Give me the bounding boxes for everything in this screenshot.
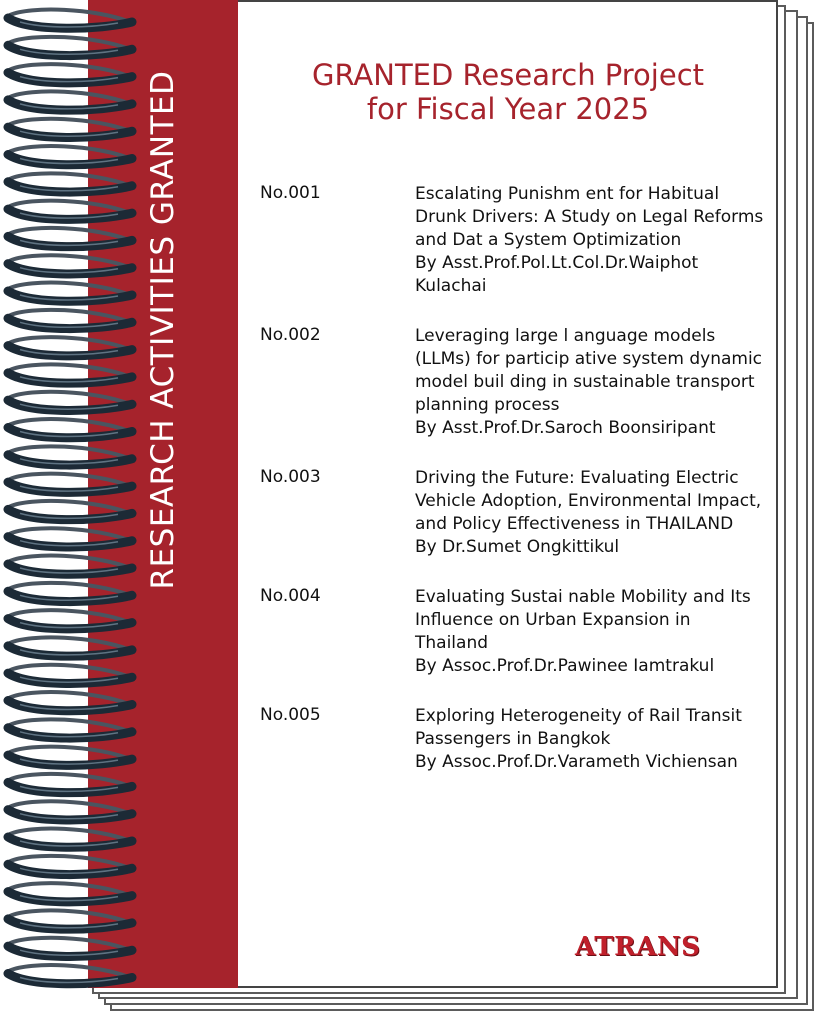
coil-back xyxy=(10,637,130,649)
coil-back xyxy=(10,856,130,868)
coil-back xyxy=(10,310,130,322)
coil-back xyxy=(10,801,130,813)
list-item xyxy=(260,183,770,298)
list-item xyxy=(260,325,770,440)
coil-back xyxy=(10,10,130,22)
coil-back xyxy=(10,556,130,568)
coil-back xyxy=(10,665,130,677)
coil-back xyxy=(10,501,130,513)
title-line-1: GRANTED Research Project xyxy=(311,58,705,92)
project-number: No.002 xyxy=(260,325,321,345)
coil-back xyxy=(10,364,130,376)
coil-back xyxy=(10,774,130,786)
project-number: No.005 xyxy=(260,705,321,725)
project-author: By Dr.Sumet Ongkittikul xyxy=(415,537,620,557)
coil-back xyxy=(10,610,130,622)
coil-back xyxy=(10,446,130,458)
coil-back xyxy=(10,419,130,431)
project-author: By Assoc.Prof.Dr.Pawinee Iamtrakul xyxy=(415,656,715,676)
list-item xyxy=(260,467,770,559)
project-number: No.004 xyxy=(260,586,321,606)
project-author: By Assoc.Prof.Dr.Varameth Vichiensan xyxy=(415,752,738,772)
list-item xyxy=(260,586,770,678)
coil-back xyxy=(10,910,130,922)
coil-back xyxy=(10,719,130,731)
list-item xyxy=(260,705,770,774)
title-line-2: for Fiscal Year 2025 xyxy=(366,92,650,126)
coil-back xyxy=(10,392,130,404)
coil-back xyxy=(10,883,130,895)
spiral-binding xyxy=(0,0,150,1015)
coil-back xyxy=(10,528,130,540)
project-number: No.003 xyxy=(260,467,321,487)
coil-back xyxy=(10,173,130,185)
project-title: Driving the Future: Evaluating Electric Vehicle Adoption, Environmental Impact, and Policy Effectiveness in THAILAND xyxy=(415,468,762,534)
project-author: By Asst.Prof.Pol.Lt.Col.Dr.Waiphot Kulachai xyxy=(415,253,699,296)
project-title: Evaluating Sustai nable Mobility and Its Influence on Urban Expansion in Thailand xyxy=(415,587,751,653)
project-author: By Asst.Prof.Dr.Saroch Boonsiripant xyxy=(415,418,716,438)
coil-back xyxy=(10,119,130,131)
coil-back xyxy=(10,337,130,349)
coil-back xyxy=(10,91,130,103)
coil-back xyxy=(10,583,130,595)
page-title xyxy=(238,58,778,126)
coil-back xyxy=(10,64,130,76)
coil-back xyxy=(10,938,130,950)
spine-title: RESEARCH ACTIVITIES GRANTED xyxy=(145,70,181,590)
coil-back xyxy=(10,692,130,704)
coil-back xyxy=(10,474,130,486)
coil-back xyxy=(10,255,130,267)
project-title: Exploring Heterogeneity of Rail Transit Passengers in Bangkok xyxy=(415,706,742,749)
coil-back xyxy=(10,283,130,295)
coil-back xyxy=(10,829,130,841)
project-number: No.001 xyxy=(260,183,321,203)
project-title: Leveraging large l anguage models (LLMs) for particip ative system dynamic model buil ding in sustainable transport planning process xyxy=(415,326,763,415)
coil-back xyxy=(10,965,130,977)
coil-back xyxy=(10,201,130,213)
atrans-logo: ATRANS xyxy=(575,932,701,962)
coil-back xyxy=(10,747,130,759)
project-list xyxy=(260,183,770,801)
coil-back xyxy=(10,146,130,158)
project-title: Escalating Punishm ent for Habitual Drunk Drivers: A Study on Legal Reforms and Dat a System Optimization xyxy=(415,184,764,250)
coil-back xyxy=(10,37,130,49)
coil-back xyxy=(10,228,130,240)
